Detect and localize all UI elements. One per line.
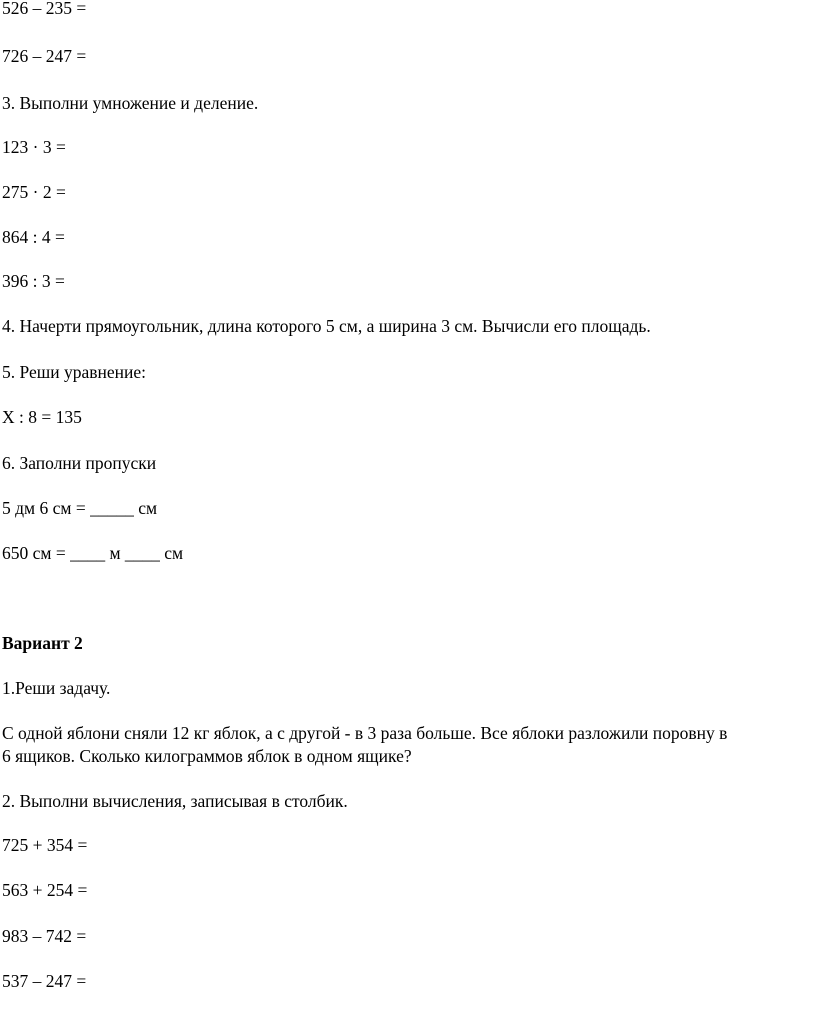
fill-in-line: 650 см = ____ м ____ см xyxy=(2,543,184,563)
expression-line: 864 : 4 = xyxy=(2,227,65,247)
task-heading: 3. Выполни умножение и деление. xyxy=(2,93,259,113)
task-heading: 6. Заполни пропуски xyxy=(2,453,157,473)
task-text-line: 6 ящиков. Сколько килограммов яблок в одном ящике? xyxy=(2,746,412,766)
task-text-line: С одной яблони сняли 12 кг яблок, а с другой - в 3 раза больше. Все яблоки разложили поровну в xyxy=(2,723,728,743)
expression-line: 983 – 742 = xyxy=(2,926,87,946)
expression-line: 726 – 247 = xyxy=(2,46,87,66)
expression-line: 123 · 3 = xyxy=(2,137,66,157)
fill-in-line: 5 дм 6 см = _____ см xyxy=(2,498,158,518)
expression-line: 396 : 3 = xyxy=(2,271,65,291)
expression-line: 725 + 354 = xyxy=(2,835,88,855)
expression-line: 526 – 235 = xyxy=(2,0,87,18)
equation-line: Х : 8 = 135 xyxy=(2,407,82,427)
expression-line: 537 – 247 = xyxy=(2,971,87,991)
task-heading: 5. Реши уравнение: xyxy=(2,362,147,382)
task-heading: 4. Начерти прямоугольник, длина которого 5 см, а ширина 3 см. Вычисли его площадь. xyxy=(2,316,651,336)
expression-line: 275 · 2 = xyxy=(2,182,66,202)
task-heading: 1.Реши задачу. xyxy=(2,678,111,698)
expression-line: 563 + 254 = xyxy=(2,880,88,900)
task-heading: 2. Выполни вычисления, записывая в столбик. xyxy=(2,791,348,811)
variant-title: Вариант 2 xyxy=(2,633,83,653)
